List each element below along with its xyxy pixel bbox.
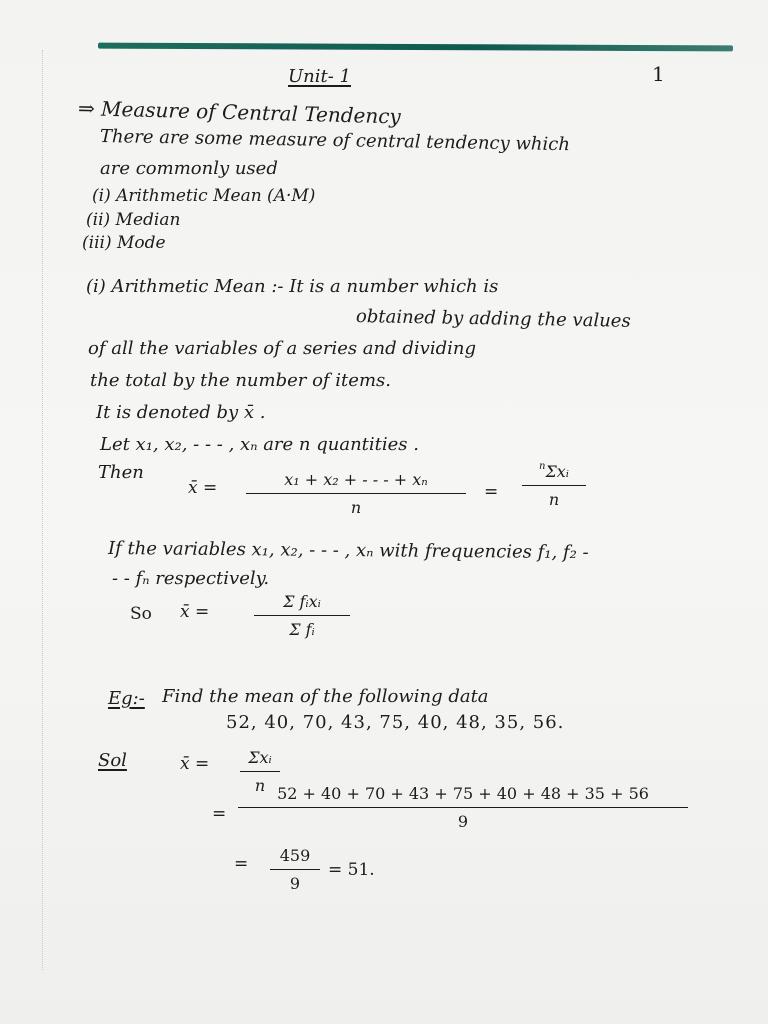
fraction-bar	[246, 493, 466, 494]
so-label: So	[130, 604, 152, 624]
definition-line-2: obtained by adding the values	[355, 306, 631, 332]
solution-equals: =	[212, 804, 227, 824]
frequency-denominator: Σ fᵢ	[289, 620, 315, 639]
fraction-bar	[238, 807, 688, 808]
definition-line-6: Let x₁, x₂, - - - , xₙ are n quantities .	[100, 434, 419, 455]
mean-sum-numerator: $^n$Σxᵢ	[538, 461, 569, 481]
intro-line-2: are commonly used	[100, 158, 278, 179]
frequency-formula-lhs: x̄ =	[180, 602, 210, 622]
mean-formula-lhs: x̄ =	[188, 478, 218, 498]
section-heading: ⇒ Measure of Central Tendency	[77, 96, 402, 129]
definition-line-3: of all the variables of a series and dividing	[88, 338, 476, 359]
frequency-fraction	[254, 592, 350, 639]
example-label: Eg:-	[108, 688, 145, 709]
definition-line-4: the total by the number of items.	[90, 370, 391, 391]
solution-step2-denominator: 9	[457, 812, 469, 831]
list-item: (iii) Mode	[82, 233, 166, 253]
solution-lhs: x̄ =	[180, 754, 210, 774]
solution-step3-numerator: 459	[279, 846, 311, 865]
then-label: Then	[98, 462, 144, 483]
mean-formula-numerator: x₁ + x₂ + - - - + xₙ	[284, 470, 428, 489]
page-number: 1	[652, 62, 665, 86]
solution-step2-fraction	[238, 784, 688, 831]
solution-step3-denominator: 9	[289, 874, 301, 893]
frequency-line-1: If the variables x₁, x₂, - - - , xₙ with frequencies f₁, f₂ -	[107, 538, 589, 564]
solution-step1-numerator: Σxᵢ	[248, 748, 272, 767]
solution-result: = 51.	[328, 860, 375, 880]
mean-sum-fraction	[522, 462, 586, 509]
fraction-bar	[270, 869, 320, 870]
frequency-line-2: - - fₙ respectively.	[112, 568, 270, 589]
frequency-numerator: Σ fᵢxᵢ	[283, 592, 321, 611]
example-data: 52, 40, 70, 43, 75, 40, 48, 35, 56.	[226, 712, 565, 733]
definition-line-5: It is denoted by x̄ .	[96, 402, 266, 423]
page-margin-line	[42, 50, 43, 970]
solution-label: Sol	[98, 750, 127, 771]
fraction-bar	[240, 771, 280, 772]
fraction-bar	[522, 485, 586, 486]
intro-line-1: There are some measure of central tendency which	[99, 126, 571, 156]
solution-step3-fraction	[270, 846, 320, 893]
list-item: (i) Arithmetic Mean (A·M)	[92, 186, 316, 206]
list-item: (ii) Median	[86, 210, 181, 230]
fraction-bar	[254, 615, 350, 616]
mean-sum-denominator: n	[548, 490, 560, 509]
solution-step2-numerator: 52 + 40 + 70 + 43 + 75 + 40 + 48 + 35 + 56	[277, 784, 649, 803]
solution-equals: =	[234, 854, 249, 874]
page-top-edge-band	[98, 43, 733, 52]
solution-step1-denominator: n	[254, 776, 266, 795]
definition-lead: (i) Arithmetic Mean :- It is a number which is	[86, 276, 499, 297]
mean-formula-denominator: n	[350, 498, 362, 517]
unit-title: Unit- 1	[288, 66, 352, 87]
example-prompt: Find the mean of the following data	[162, 686, 489, 707]
mean-formula-fraction	[246, 470, 466, 517]
mean-formula-equals: =	[484, 482, 499, 502]
